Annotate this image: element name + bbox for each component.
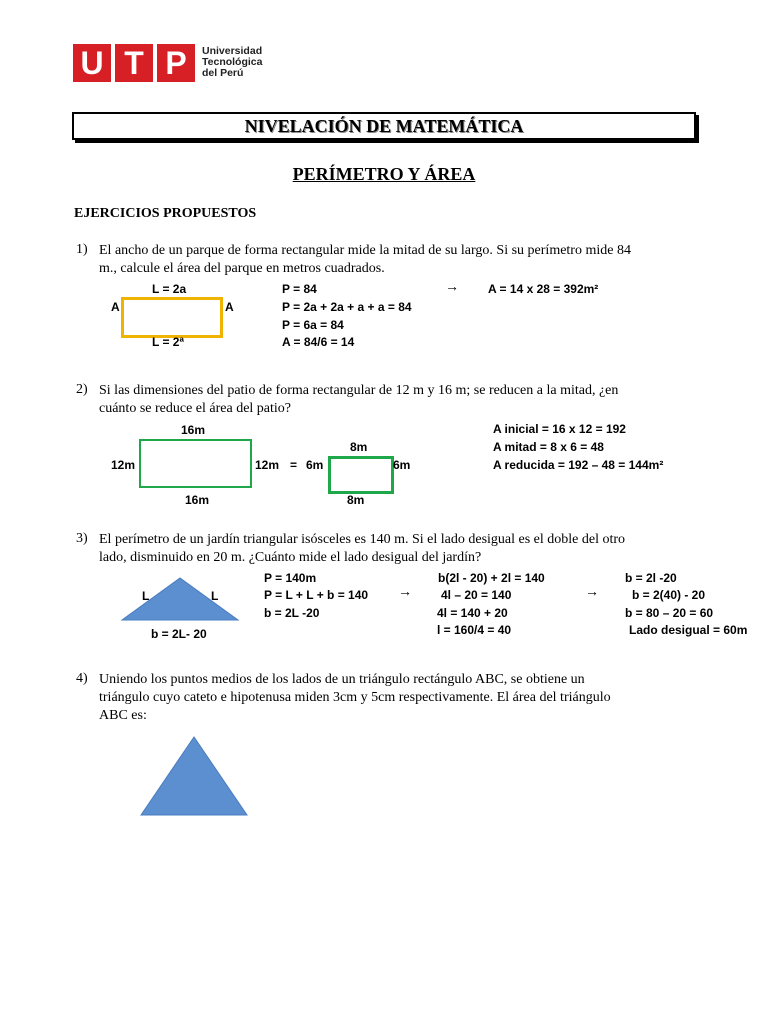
q2-big-left: 12m: [111, 458, 136, 472]
q4-triangle: [138, 734, 250, 818]
page-title: PERÍMETRO Y ÁREA: [292, 164, 476, 184]
q2-small-bottom: 8m: [347, 493, 365, 507]
q1-text: [99, 242, 699, 278]
q4-text: [99, 671, 699, 725]
q2-calc: A mitad = 8 x 6 = 48: [493, 440, 604, 454]
q2-big-rectangle: [139, 439, 252, 488]
q3-line: lado, disminuido en 20 m. ¿Cuánto mide el lado desigual del jardín?: [99, 550, 482, 565]
q4-number: 4): [76, 671, 88, 686]
logo-letter-p: P: [157, 44, 195, 82]
q2-big-bottom: 16m: [185, 493, 210, 507]
q2-small-rectangle: [328, 456, 394, 494]
q3-triangle: [120, 576, 240, 622]
q2-line: Si las dimensiones del patio de forma rectangular de 12 m y 16 m; se reducen a la mitad, ¿en: [99, 383, 619, 398]
q3-tri-bottom: b = 2L- 20: [151, 627, 207, 641]
logo-text: [202, 46, 262, 79]
q1-line: El ancho de un parque de forma rectangular mide la mitad de su largo. Si su perímetro mide 84: [99, 243, 631, 258]
section-title: EJERCICIOS PROPUESTOS: [74, 206, 257, 221]
q1-line: m., calcule el área del parque en metros cuadrados.: [99, 261, 385, 276]
header-box: [72, 112, 696, 140]
q4-line: ABC es:: [99, 708, 147, 723]
q3-col3: Lado desigual = 60m: [629, 623, 748, 637]
q3-col1: P = 140m: [264, 571, 317, 585]
q4-line: triángulo cuyo cateto e hipotenusa miden 3cm y 5cm respectivamente. El área del triángulo: [99, 690, 611, 705]
q3-col3: b = 2(40) - 20: [632, 588, 706, 602]
q3-col1: P = L + L + b = 140: [264, 588, 369, 602]
logo-letter-u: U: [73, 44, 111, 82]
q3-col3: b = 80 – 20 = 60: [625, 606, 714, 620]
q4-line: Uniendo los puntos medios de los lados de un triángulo rectángulo ABC, se obtiene un: [99, 672, 585, 687]
q3-text: [99, 531, 699, 567]
q1-step: P = 6a = 84: [282, 318, 344, 332]
q2-calc: A inicial = 16 x 12 = 192: [493, 422, 626, 436]
logo-letter-t: T: [115, 44, 153, 82]
q2-small-right: 6m: [393, 458, 411, 472]
q2-small-left: 6m: [306, 458, 324, 472]
q3-col1: b = 2L -20: [264, 606, 320, 620]
q1-bottom-label: L = 2ª: [152, 335, 184, 349]
q1-number: 1): [76, 242, 88, 257]
q1-rectangle: [121, 297, 223, 338]
q1-left-label: A: [111, 300, 120, 314]
q2-big-right: 12m: [255, 458, 280, 472]
q3-col2: 4l – 20 = 140: [441, 588, 512, 602]
q2-big-top: 16m: [181, 423, 206, 437]
q3-tri-left: L: [142, 589, 150, 603]
arrow-icon: →: [585, 585, 599, 600]
q3-col2: b(2l - 20) + 2l = 140: [438, 571, 545, 585]
q1-right-label: A: [225, 300, 234, 314]
q3-col3: b = 2l -20: [625, 571, 677, 585]
logo-line: del Perú: [202, 67, 244, 79]
logo-line: Tecnológica: [202, 56, 263, 68]
q3-col2: 4l = 140 + 20: [437, 606, 508, 620]
q3-line: El perímetro de un jardín triangular isósceles es 140 m. Si el lado desigual es el doble del otro: [99, 532, 626, 547]
q1-top-label: L = 2a: [152, 282, 187, 296]
q2-number: 2): [76, 382, 88, 397]
q3-number: 3): [76, 531, 88, 546]
q1-step: P = 2a + 2a + a + a = 84: [282, 300, 412, 314]
q2-small-top: 8m: [350, 440, 368, 454]
logo-line: Universidad: [202, 45, 263, 57]
header-title: NIVELACIÓN DE MATEMÁTICA: [244, 116, 524, 136]
arrow-icon: →: [445, 280, 459, 295]
arrow-icon: →: [398, 585, 412, 600]
q1-step: A = 84/6 = 14: [282, 335, 355, 349]
q2-text: [99, 382, 699, 418]
q1-result: A = 14 x 28 = 392m²: [488, 282, 599, 296]
q2-line: cuánto se reduce el área del patio?: [99, 401, 292, 416]
q1-step: P = 84: [282, 282, 317, 296]
q3-col2: l = 160/4 = 40: [437, 623, 512, 637]
q2-equals: =: [290, 458, 298, 472]
q3-tri-right: L: [211, 589, 219, 603]
q2-calc: A reducida = 192 – 48 = 144m²: [493, 458, 664, 472]
